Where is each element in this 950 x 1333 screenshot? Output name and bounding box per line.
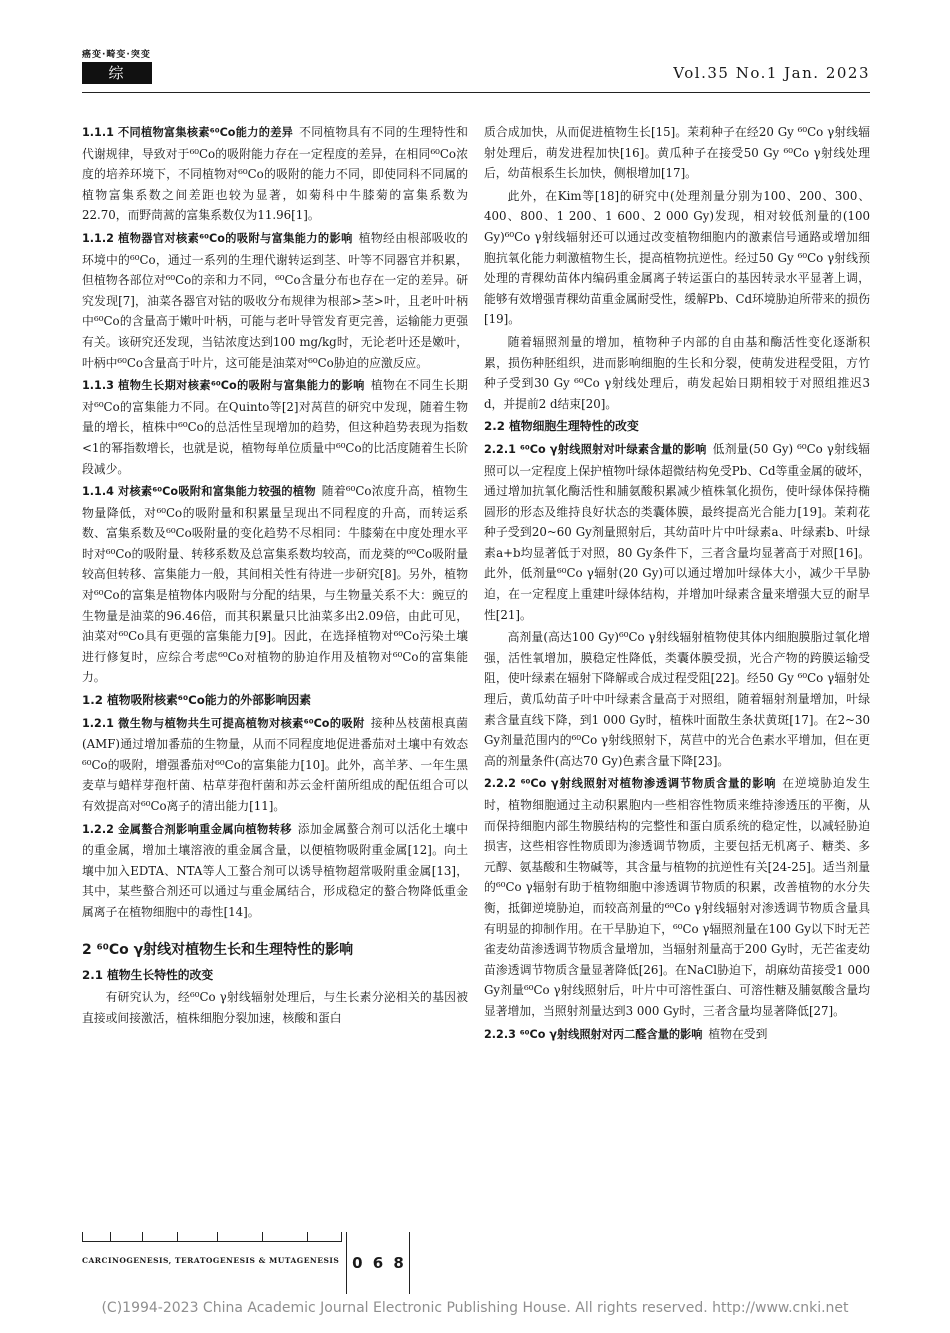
paragraph-text: 质合成加快，从而促进植物生长[15]。茉莉种子在经20 Gy ⁶⁰Co γ射线辐射处理后，萌发进程加快[16]。黄瓜种子在接受50 Gy ⁶⁰Co γ射线处理后，幼苗根系生长加快，侧根增加[17]。 — [484, 125, 870, 181]
paragraph-text: 此外，在Kim等[18]的研究中(处理剂量分别为100、200、300、400、800、1 200、1 600、2 000 Gy)发现，相对较低剂量的(100 Gy)⁶⁰Co γ射线辐射还可以通过改变植物细胞内的激素信号通路或增加细胞抗氧化能力刺激植物生长，提高植物抗逆性。经过50 Gy ⁶⁰Co γ射线预处理的青稞幼苗体内编码重金属离子转运蛋白的基因转录水平显著上调，能够有效增强青稞幼苗重金属耐受性，缓解Pb、Cd环境胁迫所带来的损伤[19]。 — [484, 188, 870, 327]
paragraph — [484, 332, 870, 414]
subsubsection-heading: 2.2.1 ⁶⁰Co γ射线照射对叶绿素含量的影响 — [484, 442, 707, 456]
subsubsection-heading: 1.2.2 金属螯合剂影响重金属向植物转移 — [82, 822, 292, 836]
subsubsection-heading: 2.2.3 ⁶⁰Co γ射线照射对丙二醛含量的影响 — [484, 1027, 703, 1041]
paragraph-text: 随着辐照剂量的增加，植物种子内部的自由基和酶活性变化逐渐积累，损伤种胚组织，进而影响细胞的生长和分裂，使萌发进程受阻，方竹种子受到30 Gy ⁶⁰Co γ射线处理后，萌发起始日期相较于对照组推迟3 d，并提前2 d结束[20]。 — [484, 334, 870, 411]
subsection-heading: 2.1 植物生长特性的改变 — [82, 967, 214, 982]
page-digit: 6 — [372, 1254, 384, 1272]
paragraph — [82, 481, 468, 688]
header-rule — [82, 92, 870, 93]
section-badge: 综 述 — [82, 62, 152, 84]
paragraph — [484, 1024, 870, 1046]
subsubsection-heading: 1.1.4 对核素⁶⁰Co吸附和富集能力较强的植物 — [82, 485, 316, 499]
paragraph — [82, 713, 468, 817]
paragraph — [82, 122, 468, 226]
subsection-heading: 2.2 植物细胞生理特性的改变 — [484, 419, 639, 434]
paragraph — [484, 439, 870, 625]
paragraph-text: 添加金属螯合剂可以活化土壤中的重金属，增加土壤溶液的重金属含量，以便植物吸附重金属[12]。向土壤中加入EDTA、NTA等人工螯合剂可以诱导植物超常吸附重金属[13]，其中，某些螯合剂还可以通过与重金属结合，形成稳定的螯合物降低重金属离子在植物细胞中的毒性[14]。 — [82, 821, 468, 919]
page-digit: 8 — [393, 1254, 404, 1272]
volume-issue: Vol.35 No.1 Jan. 2023 — [673, 64, 870, 82]
journal-full-title: CARCINOGENESIS, TERATOGENESIS & MUTAGENESIS — [82, 1256, 340, 1265]
paragraph-text: 随着⁶⁰Co浓度升高，植物生物量降低，对⁶⁰Co的吸附量和积累量呈现出不同程度的升高，而转运系数、富集系数及⁶⁰Co吸附量的变化趋势不尽相同：牛膝菊在中度处理水平时对⁶⁰Co的吸附量、转移系数及总富集系数均较高，而龙葵的⁶⁰Co吸附量较高但转移、富集能力一般，其间相关性有待进一步研究[8]。另外，植物对⁶⁰Co的富集是植物体内吸附与分配的结果，与生物量关系不大：豌豆的生物量是油菜的96.46倍，而其积累量只比油菜多出2.09倍，由此可见，油菜对⁶⁰Co具有更强的富集能力[9]。因此，在选择植物对⁶⁰Co污染土壤进行修复时，应综合考虑⁶⁰Co对植物的胁迫作用及植物对⁶⁰Co的富集能力。 — [82, 484, 468, 685]
paragraph — [82, 375, 468, 479]
paragraph — [484, 773, 870, 1021]
paragraph-text: 植物在受到 — [708, 1026, 768, 1041]
subsubsection-heading: 1.2.1 微生物与植物共生可提高植物对核素⁶⁰Co的吸附 — [82, 716, 365, 730]
paragraph-text: 植物经由根部吸收的环境中的⁶⁰Co，通过一系列的生理代谢转运到茎、叶等不同器官并积累，但植物各部位对⁶⁰Co的亲和力不同，⁶⁰Co含量分布也存在一定的差异。研究发现[7]，油菜各器官对钴的吸收分布规律为根部>茎>叶，且老叶叶柄中⁶⁰Co的含量高于嫩叶叶柄，可能与老叶导管发育更完善，运输能力更强有关。该研究还发现，当钴浓度达到100 mg/kg时，无论老叶还是嫩叶，叶柄中⁶⁰Co含量高于叶片，这可能是油菜对⁶⁰Co胁迫的应激反应。 — [82, 230, 468, 370]
subsubsection-heading: 2.2.2 ⁶⁰Co γ射线照射对植物渗透调节物质含量的影响 — [484, 777, 777, 791]
page-number — [346, 1232, 410, 1294]
paragraph-text: 在逆境胁迫发生时，植物细胞通过主动积累胞内一些相容性物质来维持渗透压的平衡，从而保持细胞内部生物膜结构的完整性和蛋白质系统的稳定性，以减轻胁迫损害，这些相容性物质即为渗透调节物质，主要包括无机离子、糖类、多元醇、氨基酸和生物碱等，其含量与植物的抗逆性有关[24-25]。适当剂量的⁶⁰Co γ辐射有助于植物细胞中渗透调节物质的积累，改善植物的水分失衡，抵御逆境胁迫，而较高剂量的⁶⁰Co γ射线辐射对渗透调节物质含量具有明显的抑制作用。在干旱胁迫下，⁶⁰Co γ辐照剂量在100 Gy以下时无芒雀麦幼苗渗透调节物质含量增加，当辐射剂量高于200 Gy时，无芒雀麦幼苗渗透调节物质含量显著降低[26]。在NaCl胁迫下，胡麻幼苗接受1 000 Gy剂量⁶⁰Co γ射线照射后，叶片中可溶性蛋白、可溶性糖及脯氨酸含量均显著增加，当照射剂量达到3 000 Gy时，三者含量均显著降低[27]。 — [484, 776, 870, 1018]
paragraph-text: 低剂量(50 Gy) ⁶⁰Co γ射线辐照可以一定程度上保护植物叶绿体超微结构免受Pb、Cd等重金属的破坏，通过增加抗氧化酶活性和脯氨酸积累减少植株氧化损伤，使叶绿体保持椭圆形的形态及维持良好状态的类囊体膜，最终提高光合能力[19]。茉莉花种子受到20~60 Gy剂量照射后，其幼苗叶片中叶绿素a、叶绿素b、叶绿素a+b均显著低于对照，80 Gy条件下，三者含量均显著高于对照[16]。此外，低剂量⁶⁰Co γ辐射(20 Gy)可以通过增加叶绿体大小，减少干旱胁迫，在一定程度上重建叶绿体结构，并增加叶绿素含量来增强大豆的耐旱性[21]。 — [484, 441, 870, 622]
right-column — [484, 122, 870, 1047]
paragraph — [484, 627, 870, 771]
journal-short-title: 癌变·畸变·突变 — [82, 50, 151, 60]
subsubsection-heading: 1.1.3 植物生长期对核素⁶⁰Co的吸附与富集能力的影响 — [82, 379, 365, 393]
paragraph-text: 接种丛枝菌根真菌(AMF)通过增加番茄的生物量，从而不同程度地促进番茄对土壤中有效态⁶⁰Co的吸附，增强番茄对⁶⁰Co的富集能力[10]。此外，高羊茅、一年生黑麦草与蜡样芽孢杆菌、枯草芽孢杆菌和苏云金杆菌所组成的配伍组合可以有效提高对⁶⁰Co离子的清出能力[11]。 — [82, 715, 468, 813]
page-digit: 0 — [352, 1254, 363, 1272]
section-heading: 2 ⁶⁰Co γ射线对植物生长和生理特性的影响 — [82, 941, 354, 958]
paragraph — [82, 987, 468, 1028]
paragraph — [484, 122, 870, 184]
paragraph — [82, 228, 468, 373]
paragraph-text: 有研究认为，经⁶⁰Co γ射线辐射处理后，与生长素分泌相关的基因被直接或间接激活，植株细胞分裂加速，核酸和蛋白 — [82, 990, 468, 1025]
subsubsection-heading: 1.1.2 植物器官对核素⁶⁰Co的吸附与富集能力的影响 — [82, 231, 353, 245]
paragraph-text: 不同植物具有不同的生理特性和代谢规律，导致对于⁶⁰Co的吸附能力存在一定程度的差异，在相同⁶⁰Co浓度的培养环境下，不同植物对⁶⁰Co的吸附的能力不同，即使同科不同属的植物富集系数之间差距也较为显著，如菊科中牛膝菊的富集系数为22.70，而野茼蒿的富集系数仅为11.96[1]。 — [82, 125, 468, 223]
paragraph — [484, 186, 870, 330]
paragraph — [82, 819, 468, 923]
footer-rule — [82, 1241, 342, 1242]
paragraph-text: 植物在不同生长期对⁶⁰Co的富集能力不同。在Quinto等[2]对莴苣的研究中发现，随着生物量的增长，植株中⁶⁰Co的总活性呈现增加的趋势，但这种趋势表现为指数<1的幂指数增长，也就是说，植物每单位质量中⁶⁰Co的比活度随着生长阶段减少。 — [82, 378, 468, 476]
copyright-watermark: (C)1994-2023 China Academic Journal Electronic Publishing House. All rights reserved. http://www.cnki.net — [101, 1300, 849, 1316]
subsection-heading: 1.2 植物吸附核素⁶⁰Co能力的外部影响因素 — [82, 693, 312, 708]
subsubsection-heading: 1.1.1 不同植物富集核素⁶⁰Co能力的差异 — [82, 126, 294, 139]
paragraph-text: 高剂量(高达100 Gy)⁶⁰Co γ射线辐射植物使其体内细胞膜脂过氧化增强，活性氧增加，膜稳定性降低，类囊体膜受损，光合产物的跨膜运输受阻，使叶绿素在辐射下降解或合成过程受阻[22]。经50 Gy ⁶⁰Co γ辐射处理后，黄瓜幼苗子叶中叶绿素含量高于对照组，随着辐射剂量增加，叶绿素含量直线下降，到1 000 Gy时，植株叶面散生条状黄斑[17]。在2~30 Gy剂量范围内的⁶⁰Co γ射线照射下，莴苣中的光合色素水平增加，但在更高的剂量条件(高达70 Gy)色素含量下降[23]。 — [484, 630, 870, 768]
left-column — [82, 122, 468, 1030]
